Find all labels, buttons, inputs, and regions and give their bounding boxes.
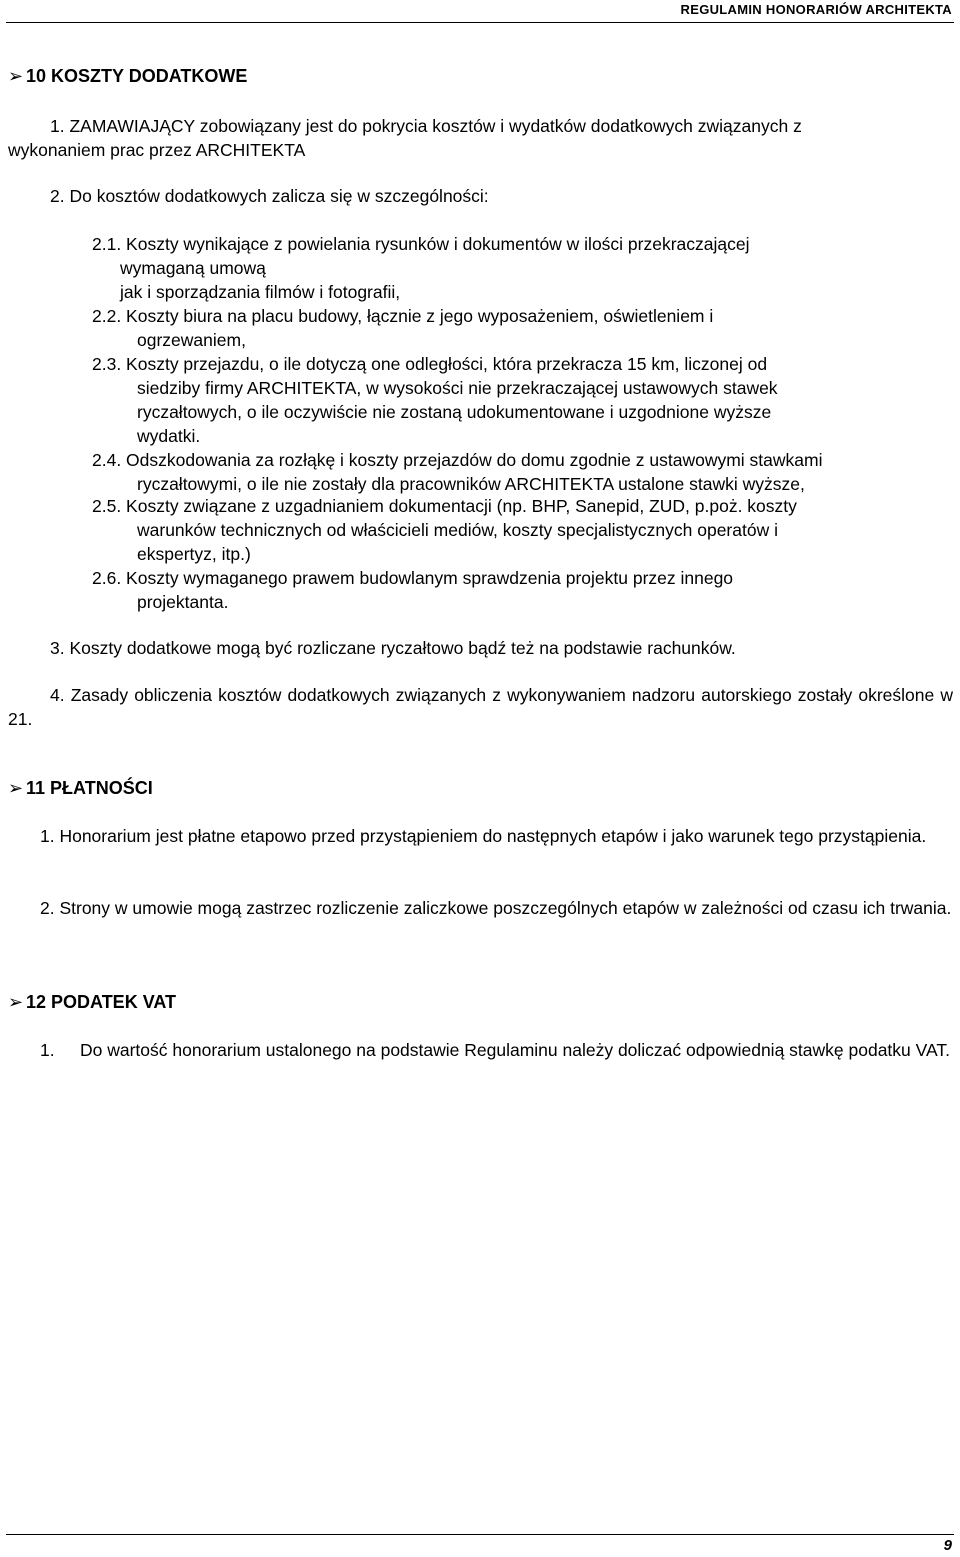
s10-item-2-1-line1: 2.1. Koszty wynikające z powielania rysunków i dokumentów w ilości przekraczającej [92, 234, 750, 254]
arrow-bullet-icon: ➢ [8, 992, 24, 1012]
s12-item-number: 1. [40, 1040, 55, 1060]
s10-item-2-2-line1: 2.2. Koszty biura na placu budowy, łącznie z jego wyposażeniem, oświetleniem i [92, 306, 714, 326]
s12-item-text: Do wartość honorarium ustalonego na podstawie Regulaminu należy doliczać odpowiednią stawkę podatku VAT. [80, 1040, 950, 1060]
s10-item-2-4-line1: 2.4. Odszkodowania za rozłąkę i koszty przejazdów do domu zgodnie z ustawowymi stawkami [92, 450, 823, 470]
s11-p1: 1. Honorarium jest płatne etapowo przed przystąpieniem do następnych etapów i jako warunek tego przystąpienia. [40, 826, 927, 846]
s11-p2: 2. Strony w umowie mogą zastrzec rozliczenie zaliczkowe poszczególnych etapów w zależności od czasu ich trwania. [40, 898, 952, 918]
section-12-title: 12 PODATEK VAT [26, 992, 177, 1012]
page-number: 9 [943, 1537, 952, 1554]
s10-item-2-5-line2: warunków technicznych od właścicieli mediów, koszty specjalistycznych operatów i [137, 520, 778, 540]
arrow-bullet-icon: ➢ [8, 66, 24, 86]
section-10-heading [8, 64, 247, 88]
running-header: REGULAMIN HONORARIÓW ARCHITEKTA [680, 2, 952, 17]
s10-item-2-4-line2: ryczałtowymi, o ile nie zostały dla pracowników ARCHITEKTA ustalone stawki wyższe, [137, 474, 805, 494]
s10-item-2-3-line1: 2.3. Koszty przejazdu, o ile dotyczą one odległości, która przekracza 15 km, liczonej od [92, 354, 768, 374]
s10-p3: 3. Koszty dodatkowe mogą być rozliczane ryczałtowo bądź też na podstawie rachunków. [50, 638, 736, 658]
s10-item-2-3-line4: wydatki. [137, 426, 201, 446]
s10-item-2-1-line3: jak i sporządzania filmów i fotografii, [120, 282, 401, 302]
s10-item-2-1-line2: wymaganą umową [120, 258, 266, 278]
s10-p4: 4. Zasady obliczenia kosztów dodatkowych związanych z wykonywaniem nadzoru autorskiego zostały określone w 21. [8, 685, 953, 729]
s10-p1-line2: wykonaniem prac przez ARCHITEKTA [8, 140, 306, 160]
s10-p2: 2. Do kosztów dodatkowych zalicza się w szczególności: [50, 186, 489, 206]
s10-item-2-6-line2: projektanta. [137, 592, 229, 612]
footer-rule [6, 1534, 954, 1535]
section-11-title: 11 PŁATNOŚCI [26, 778, 153, 798]
s10-p1-line1: 1. ZAMAWIAJĄCY zobowiązany jest do pokrycia kosztów i wydatków dodatkowych związanych z [50, 116, 802, 136]
section-12-heading [8, 990, 176, 1014]
s10-item-2-3-line2: siedziby firmy ARCHITEKTA, w wysokości nie przekraczającej ustawowych stawek [137, 378, 778, 398]
s10-item-2-3-line3: ryczałtowych, o ile oczywiście nie zostaną udokumentowane i uzgodnione wyższe [137, 402, 772, 422]
section-11-heading [8, 776, 153, 800]
section-10-title: 10 KOSZTY DODATKOWE [26, 66, 248, 86]
s10-item-2-5-line3: ekspertyz, itp.) [137, 544, 251, 564]
s10-item-2-6-line1: 2.6. Koszty wymaganego prawem budowlanym sprawdzenia projektu przez innego [92, 568, 734, 588]
header-rule [6, 22, 954, 23]
arrow-bullet-icon: ➢ [8, 778, 24, 798]
s10-item-2-5-line1: 2.5. Koszty związane z uzgadnianiem dokumentacji (np. BHP, Sanepid, ZUD, p.poż. koszty [92, 496, 797, 516]
s10-item-2-2-line2: ogrzewaniem, [137, 330, 246, 350]
